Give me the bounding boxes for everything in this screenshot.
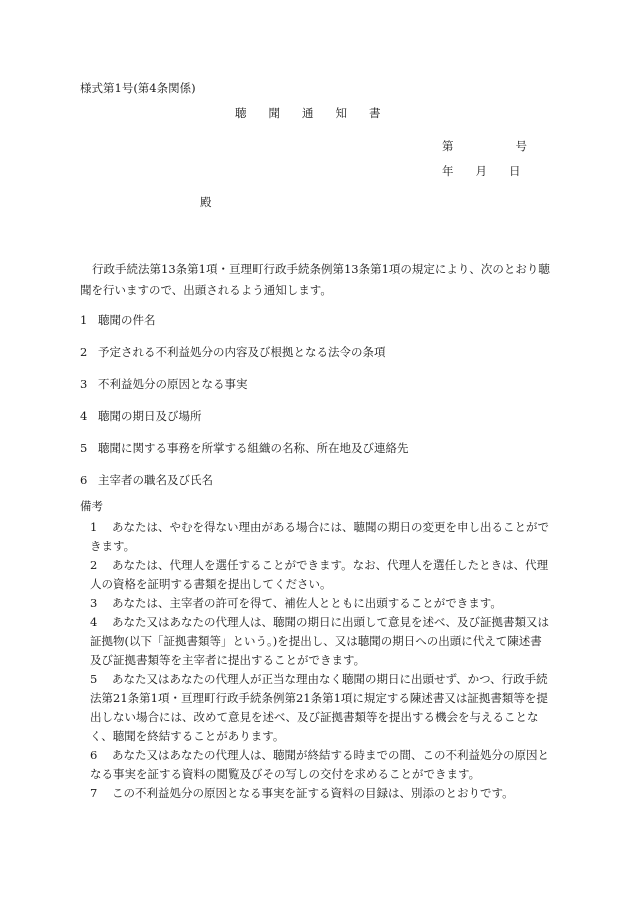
remark-note [80, 746, 550, 784]
remarks-heading: 備考 [80, 499, 103, 513]
note-number: 2 [90, 558, 98, 572]
note-text: あなたは、主宰者の許可を得て、補佐人とともに出頭することができます。 [112, 596, 502, 610]
note-text: あなたは、代理人を選任することができます。なお、代理人を選任したときは、代理人の資格を証明する書類を提出してください。 [90, 558, 549, 591]
note-text: あなたは、やむを得ない理由がある場合には、聴聞の期日の変更を申し出ることができます。 [90, 520, 549, 553]
form-label: 様式第1号(第4条関係) [80, 81, 196, 95]
item-number: 6 [80, 473, 88, 487]
item-text: 予定される不利益処分の内容及び根拠となる法令の条項 [98, 345, 386, 359]
note-text: あなた又はあなたの代理人は、聴聞が終結する時までの間、この不利益処分の原因となる事実を証する資料の閲覧及びその写しの交付を求めることができます。 [90, 748, 549, 781]
note-number: 3 [90, 596, 98, 610]
remark-note [80, 556, 550, 594]
item-text: 聴聞の期日及び場所 [98, 409, 202, 423]
remark-note [80, 670, 550, 746]
note-number: 6 [90, 748, 98, 762]
item-number: 1 [80, 313, 88, 327]
number-suffix: 号 [515, 139, 527, 153]
date-year-label: 年 [442, 164, 454, 178]
note-number: 7 [90, 786, 98, 800]
item-number: 5 [80, 441, 88, 455]
addressee: 殿 [200, 195, 212, 209]
document-date [442, 163, 521, 181]
title-char: 書 [369, 106, 381, 120]
note-text: あなた又はあなたの代理人は、聴聞の期日に出頭して意見を述べ、及び証拠書類又は証拠物(以下「証拠書類等」という。)を提出し、又は聴聞の期日への出頭に代えて陳述書及び証拠書類等を主宰者に提出することができます。 [90, 615, 549, 667]
date-day-label: 日 [509, 164, 521, 178]
item-text: 不利益処分の原因となる事実 [98, 377, 248, 391]
note-text: あなた又はあなたの代理人が正当な理由なく聴聞の期日に出頭せず、かつ、行政手続法第21条第1項・亘理町行政手続条例第21条第1項に規定する陳述書又は証拠書類等を提出しない場合には、改めて意見を述べ、及び証拠書類等を提出する機会を与えることなく、聴聞を終結することがあります。 [90, 672, 548, 743]
list-item [80, 312, 156, 330]
remark-note [80, 613, 550, 670]
note-number: 5 [90, 672, 98, 686]
note-text: この不利益処分の原因となる事実を証する資料の目録は、別添のとおりです。 [112, 786, 514, 800]
item-number: 3 [80, 377, 88, 391]
remark-note [80, 784, 550, 803]
list-item [80, 408, 202, 426]
number-prefix: 第 [442, 139, 454, 153]
document-number [442, 138, 527, 156]
list-item [80, 344, 386, 362]
item-text: 主宰者の職名及び氏名 [98, 473, 213, 487]
list-item [80, 440, 409, 458]
title-char: 聴 [235, 106, 247, 120]
item-text: 聴聞の件名 [98, 313, 156, 327]
title-char: 通 [302, 106, 314, 120]
document-title [235, 105, 403, 123]
note-number: 1 [90, 520, 98, 534]
note-number: 4 [90, 615, 98, 629]
intro-paragraph: 行政手続法第13条第1項・亘理町行政手続条例第13条第1項の規定により、次のとおり聴聞を行いますので、出頭されるよう通知します。 [80, 262, 550, 297]
item-number: 4 [80, 409, 88, 423]
list-item [80, 472, 213, 490]
title-char: 聞 [268, 106, 280, 120]
remark-note [80, 594, 550, 613]
date-month-label: 月 [475, 164, 487, 178]
item-number: 2 [80, 345, 88, 359]
item-text: 聴聞に関する事務を所掌する組織の名称、所在地及び連絡先 [98, 441, 409, 455]
title-char: 知 [335, 106, 347, 120]
list-item [80, 376, 248, 394]
remark-note [80, 518, 550, 556]
